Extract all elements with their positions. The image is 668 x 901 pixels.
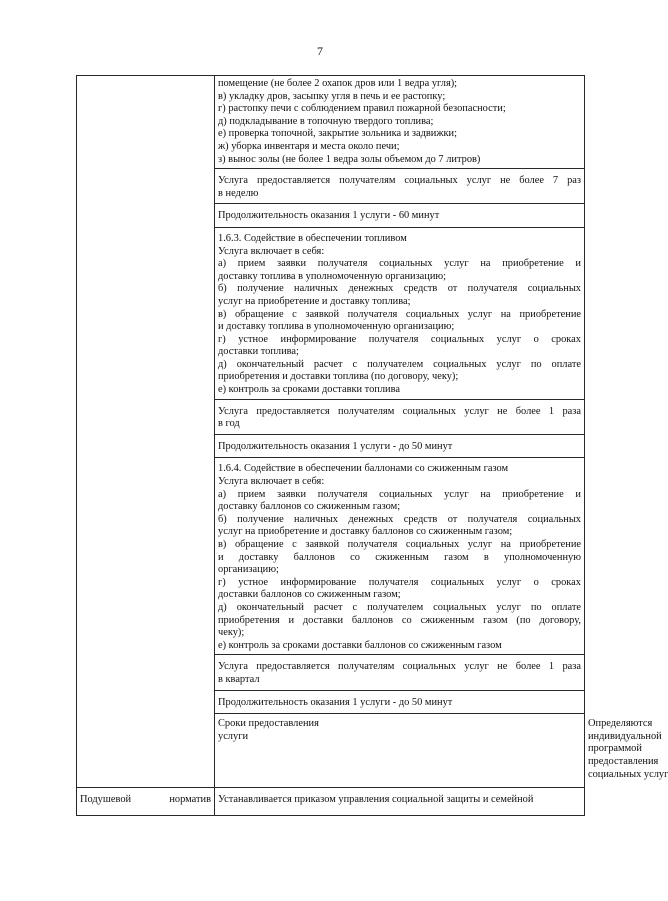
frequency-cell bbox=[215, 399, 585, 434]
list-item: з) вынос золы (не более 1 ведра золы объемом до 7 литров) bbox=[218, 153, 481, 165]
frequency-text: Услуга предоставляется получателям социальных услуг не более 7 раз bbox=[218, 175, 581, 187]
list-item: чеку); bbox=[218, 627, 245, 639]
list-item: д) окончательный расчет с получателем социальных услуг по оплате bbox=[218, 358, 581, 370]
empty-label-cell bbox=[77, 76, 215, 788]
frequency-text: Услуга предоставляется получателям социальных услуг не более 1 раза bbox=[218, 661, 581, 673]
list-item: в) укладку дров, засыпку угля в печь и ее растопку; bbox=[218, 90, 446, 102]
list-item: б) получение наличных денежных средств от получателя социальных bbox=[218, 283, 581, 295]
table-row bbox=[77, 76, 585, 169]
service-title: 1.6.4. Содействие в обеспечении баллонами со сжиженным газом bbox=[218, 463, 509, 475]
duration-text: Продолжительность оказания 1 услуги - 60 минут bbox=[218, 210, 440, 222]
service-continuation-cell bbox=[215, 76, 585, 169]
list-item: доставки баллонов со сжиженным газом; bbox=[218, 589, 401, 601]
duration-text: Продолжительность оказания 1 услуги - до 50 минут bbox=[218, 440, 453, 452]
norm-label-cell bbox=[77, 788, 215, 816]
service-includes-label: Услуга включает в себя: bbox=[218, 476, 325, 488]
service-title: 1.6.3. Содействие в обеспечении топливом bbox=[218, 232, 407, 244]
frequency-cell bbox=[215, 169, 585, 204]
list-item: помещение (не более 2 охапок дров или 1 ведра угля); bbox=[218, 78, 458, 89]
list-item: г) растопку печи с соблюдением правил пожарной безопасности; bbox=[218, 103, 506, 115]
list-item: д) окончательный расчет с получателем социальных услуг по оплате bbox=[218, 601, 581, 613]
terms-label: Сроки предоставления bbox=[218, 718, 319, 730]
duration-cell bbox=[215, 690, 585, 714]
list-item: в) обращение с заявкой получателя социальных услуг на приобретение bbox=[218, 308, 581, 320]
list-item: а) прием заявки получателя социальных услуг на приобретение и bbox=[218, 488, 581, 500]
list-item: услуг на приобретение и доставку баллонов со сжиженным газом; bbox=[218, 526, 513, 538]
norm-value-cell bbox=[215, 788, 585, 816]
service-description-cell bbox=[215, 458, 585, 655]
list-item: г) устное информирование получателя социальных услуг о сроках bbox=[218, 333, 581, 345]
frequency-text: в год bbox=[218, 418, 240, 430]
norm-label: Подушевой норматив bbox=[80, 794, 211, 806]
list-item: приобретения и доставки топлива (по договору, чеку); bbox=[218, 371, 459, 383]
terms-label: услуги bbox=[218, 730, 249, 742]
duration-text: Продолжительность оказания 1 услуги - до 50 минут bbox=[218, 696, 453, 708]
service-table bbox=[76, 75, 668, 816]
list-item: приобретения и доставки баллонов со сжиженным газом (по договору, bbox=[218, 614, 581, 626]
list-item: доставки топлива; bbox=[218, 346, 299, 358]
list-item: е) контроль за сроками доставки баллонов со сжиженным газом bbox=[218, 639, 502, 651]
list-item: б) получение наличных денежных средств от получателя социальных bbox=[218, 513, 581, 525]
list-item: е) контроль за сроками доставки топлива bbox=[218, 384, 400, 396]
list-item: услуг на приобретение и доставку топлива; bbox=[218, 295, 411, 307]
page-number: 7 bbox=[317, 44, 323, 58]
list-item: и доставку топлива в уполномоченную организацию; bbox=[218, 321, 455, 333]
frequency-cell bbox=[215, 655, 585, 690]
terms-label-cell bbox=[215, 714, 585, 788]
list-item: организацию; bbox=[218, 564, 279, 576]
frequency-text: в квартал bbox=[218, 673, 260, 685]
list-item: г) устное информирование получателя социальных услуг о сроках bbox=[218, 576, 581, 588]
norm-value: Устанавливается приказом управления социальной защиты и семейной bbox=[218, 794, 534, 806]
list-item: а) прием заявки получателя социальных услуг на приобретение и bbox=[218, 258, 581, 270]
list-item: доставку топлива в уполномоченную организацию; bbox=[218, 270, 447, 282]
service-includes-label: Услуга включает в себя: bbox=[218, 245, 325, 257]
frequency-text: Услуга предоставляется получателям социальных услуг не более 1 раза bbox=[218, 405, 581, 417]
list-item: и доставку баллонов со сжиженным газом в уполномоченную bbox=[218, 551, 581, 563]
list-item: ж) уборка инвентаря и места около печи; bbox=[218, 140, 400, 152]
list-item: е) проверка топочной, закрытие зольника и задвижки; bbox=[218, 128, 457, 140]
service-description-cell bbox=[215, 227, 585, 399]
table-row: Сроки предоставления услуги Определяются индивидуальной программой предоставления социальных услуг bbox=[77, 714, 585, 788]
table-row bbox=[77, 788, 585, 816]
frequency-text: в неделю bbox=[218, 187, 259, 199]
list-item: доставку баллонов со сжиженным газом; bbox=[218, 501, 401, 513]
list-item: д) подкладывание в топочную твердого топлива; bbox=[218, 115, 434, 127]
duration-cell bbox=[215, 204, 585, 228]
list-item: в) обращение с заявкой получателя социальных услуг на приобретение bbox=[218, 539, 581, 550]
duration-cell bbox=[215, 434, 585, 458]
